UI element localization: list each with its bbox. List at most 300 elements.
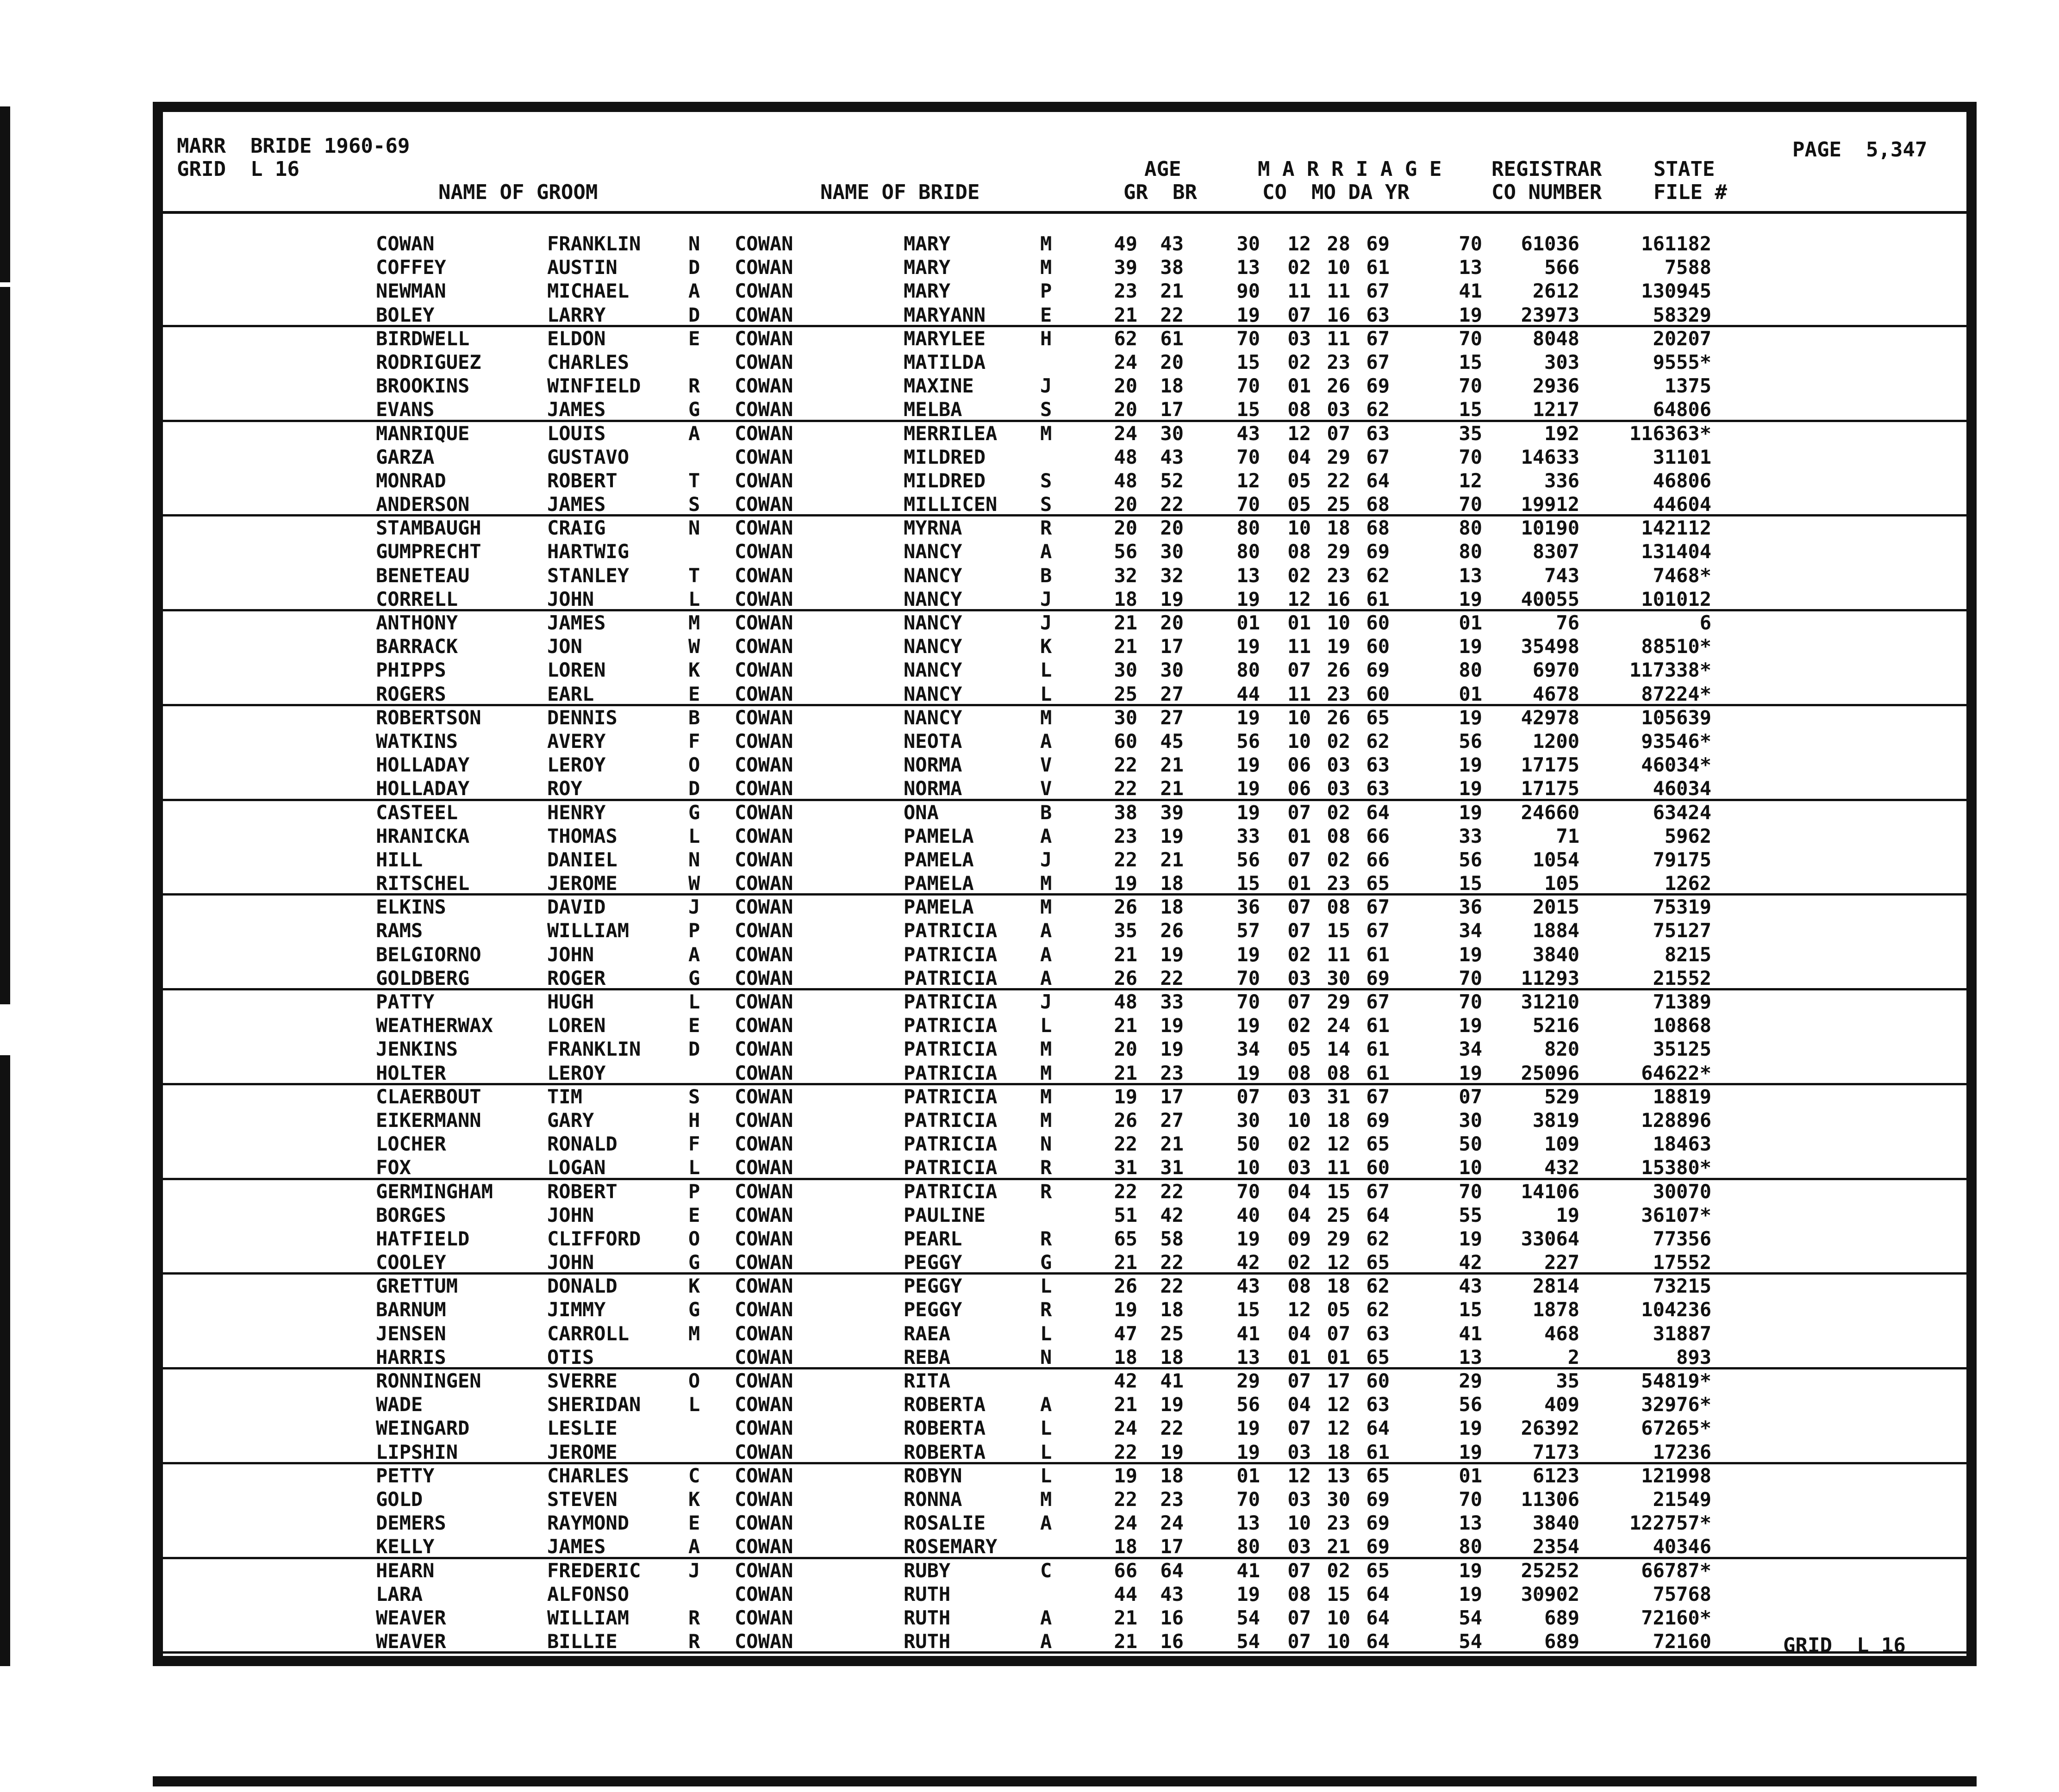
state-file-number: 88510* [1641,635,1711,658]
groom-last-name: PETTY [376,1464,435,1487]
groom-last-name: RODRIGUEZ [376,350,481,373]
registrar-number: 19912 [1521,493,1579,516]
bride-last-name: COWAN [735,1630,793,1653]
groom-initial: N [688,516,700,540]
age-groom: 48 [1114,469,1137,492]
marriage-day: 23 [1327,564,1350,587]
bride-last-name: COWAN [735,801,793,824]
marriage-county: 19 [1236,943,1260,966]
marriage-county: 70 [1236,966,1260,989]
marriage-month: 04 [1287,1393,1311,1416]
registrar-number: 432 [1544,1156,1579,1179]
bride-first-name: NANCY [904,659,962,682]
marriage-day: 11 [1327,280,1350,303]
age-bride: 31 [1160,1156,1184,1179]
marriage-year: 61 [1366,1038,1390,1061]
bride-initial: B [1040,801,1052,824]
groom-initial: P [688,919,700,942]
marriage-year: 60 [1366,635,1390,658]
groom-first-name: CHARLES [547,350,630,373]
bride-first-name: ONA [904,801,939,824]
groom-first-name: FRANKLIN [547,232,641,255]
bride-initial: S [1040,398,1052,421]
marriage-day: 16 [1327,303,1350,326]
age-bride: 18 [1160,1345,1184,1369]
bride-initial: G [1040,1251,1052,1274]
marriage-month: 06 [1287,777,1311,800]
groom-initial: G [688,1298,700,1321]
groom-initial: R [688,374,700,398]
bride-last-name: COWAN [735,1061,793,1084]
marriage-month: 10 [1287,729,1311,753]
bride-initial: M [1040,1038,1052,1061]
groom-last-name: WATKINS [376,729,458,753]
registrar-number: 11293 [1521,966,1579,989]
table-row [163,872,1966,896]
bride-last-name: COWAN [735,896,793,919]
next-page-edge [153,1776,1977,1786]
bride-first-name: MARY [904,280,951,303]
age-bride: 20 [1160,350,1184,373]
marriage-year: 64 [1366,801,1390,824]
registrar-county: 13 [1459,1345,1482,1369]
age-groom: 56 [1114,540,1137,563]
bride-first-name: PATRICIA [904,1085,998,1108]
groom-initial: M [688,611,700,634]
bride-initial: J [1040,587,1052,610]
marriage-month: 02 [1287,1014,1311,1037]
age-bride: 20 [1160,611,1184,634]
groom-last-name: BROOKINS [376,374,470,398]
marriage-day: 05 [1327,1298,1350,1321]
marriage-month: 04 [1287,445,1311,468]
state-file-number: 77356 [1653,1227,1711,1250]
marriage-year: 65 [1366,706,1390,729]
groom-initial: D [688,303,700,326]
age-bride: 32 [1160,564,1184,587]
marriage-day: 01 [1327,1345,1350,1369]
marriage-month: 05 [1287,493,1311,516]
table-row [163,1488,1966,1512]
groom-last-name: BARNUM [376,1298,446,1321]
groom-initial: G [688,398,700,421]
marriage-county: 13 [1236,1345,1260,1369]
age-groom: 38 [1114,801,1137,824]
marriage-day: 12 [1327,1417,1350,1440]
marriage-year: 65 [1366,1345,1390,1369]
groom-initial: O [688,1227,700,1250]
registrar-county: 80 [1459,540,1482,563]
groom-initial: N [688,848,700,871]
table-row [163,611,1966,635]
col-age-sub: GR BR [1123,180,1197,204]
registrar-county: 10 [1459,1156,1482,1179]
registrar-number: 10190 [1521,516,1579,540]
groom-first-name: MICHAEL [547,280,630,303]
table-row [163,232,1966,256]
age-bride: 22 [1160,493,1184,516]
bride-last-name: COWAN [735,564,793,587]
registrar-county: 54 [1459,1630,1482,1653]
marriage-month: 08 [1287,1061,1311,1084]
bride-initial: J [1040,990,1052,1013]
marriage-year: 64 [1366,469,1390,492]
groom-last-name: BORGES [376,1203,446,1226]
marriage-month: 08 [1287,1582,1311,1605]
bride-last-name: COWAN [735,848,793,871]
marriage-county: 80 [1236,516,1260,540]
bride-initial: J [1040,611,1052,634]
groom-last-name: GOLD [376,1487,423,1511]
age-bride: 17 [1160,635,1184,658]
state-file-number: 75319 [1653,896,1711,919]
registrar-county: 30 [1459,1108,1482,1132]
bride-first-name: MYRNA [904,516,962,540]
bride-initial: R [1040,1298,1052,1321]
groom-initial: L [688,1393,700,1416]
groom-last-name: ELKINS [376,896,446,919]
bride-last-name: COWAN [735,966,793,989]
groom-first-name: EARL [547,682,594,705]
marriage-month: 04 [1287,1322,1311,1345]
state-file-number: 7468* [1653,564,1711,587]
registrar-number: 3819 [1532,1108,1579,1132]
marriage-year: 62 [1366,1298,1390,1321]
bride-last-name: COWAN [735,919,793,942]
marriage-day: 29 [1327,1227,1350,1250]
marriage-month: 07 [1287,1417,1311,1440]
registrar-county: 15 [1459,872,1482,895]
registrar-number: 6970 [1532,659,1579,682]
bride-initial: A [1040,1630,1052,1653]
groom-first-name: AUSTIN [547,256,618,279]
bride-last-name: COWAN [735,1251,793,1274]
bride-initial: K [1040,635,1052,658]
registrar-number: 24660 [1521,801,1579,824]
bride-first-name: PATRICIA [904,1108,998,1132]
groom-last-name: HEARN [376,1559,435,1582]
marriage-year: 60 [1366,1369,1390,1392]
bride-first-name: PATRICIA [904,990,998,1013]
age-bride: 20 [1160,516,1184,540]
table-row [163,730,1966,753]
marriage-month: 10 [1287,516,1311,540]
age-bride: 41 [1160,1369,1184,1392]
age-bride: 19 [1160,943,1184,966]
state-file-number: 10868 [1653,1014,1711,1037]
bride-last-name: COWAN [735,1038,793,1061]
table-row [163,1393,1966,1417]
marriage-year: 60 [1366,611,1390,634]
age-groom: 26 [1114,1275,1137,1298]
bride-first-name: NANCY [904,564,962,587]
marriage-month: 05 [1287,469,1311,492]
registrar-number: 17175 [1521,753,1579,777]
table-row [163,1464,1966,1488]
groom-initial: K [688,1275,700,1298]
age-bride: 21 [1160,848,1184,871]
table-row [163,967,1966,990]
age-bride: 22 [1160,1180,1184,1203]
table-row [163,1346,1966,1369]
groom-first-name: HENRY [547,801,606,824]
age-bride: 38 [1160,256,1184,279]
groom-last-name: LIPSHIN [376,1440,458,1463]
table-row [163,825,1966,848]
bride-first-name: RUBY [904,1559,951,1582]
table-row [163,564,1966,588]
age-groom: 19 [1114,1085,1137,1108]
marriage-month: 03 [1287,1487,1311,1511]
header-rule [163,211,1966,214]
col-state-header: STATE [1653,157,1715,181]
table-row [163,896,1966,919]
marriage-year: 68 [1366,493,1390,516]
marriage-year: 65 [1366,1464,1390,1487]
marriage-year: 67 [1366,919,1390,942]
marriage-day: 08 [1327,824,1350,847]
registrar-number: 2936 [1532,374,1579,398]
age-bride: 30 [1160,540,1184,563]
state-file-number: 79175 [1653,848,1711,871]
groom-last-name: HRANICKA [376,824,470,847]
marriage-county: 19 [1236,1227,1260,1250]
registrar-county: 01 [1459,611,1482,634]
bride-last-name: COWAN [735,1108,793,1132]
marriage-day: 11 [1327,327,1350,350]
marriage-day: 13 [1327,1464,1350,1487]
bride-last-name: COWAN [735,1203,793,1226]
groom-last-name: PHIPPS [376,659,446,682]
table-row [163,943,1966,967]
groom-last-name: BELGIORNO [376,943,481,966]
groom-first-name: JEROME [547,1440,618,1463]
age-groom: 26 [1114,1108,1137,1132]
bride-last-name: COWAN [735,540,793,563]
groom-initial: W [688,635,700,658]
groom-first-name: LOREN [547,1014,606,1037]
bride-first-name: RAEA [904,1322,951,1345]
state-file-number: 893 [1676,1345,1711,1369]
marriage-month: 10 [1287,1512,1311,1535]
age-groom: 22 [1114,1180,1137,1203]
groom-last-name: GUMPRECHT [376,540,481,563]
bride-first-name: PEARL [904,1227,962,1250]
groom-first-name: WILLIAM [547,919,630,942]
state-file-number: 17236 [1653,1440,1711,1463]
state-file-number: 44604 [1653,493,1711,516]
groom-last-name: WEAVER [376,1630,446,1653]
age-groom: 20 [1114,1038,1137,1061]
bride-initial: M [1040,256,1052,279]
registrar-number: 30902 [1521,1582,1579,1605]
groom-first-name: JOHN [547,1203,594,1226]
state-file-number: 64806 [1653,398,1711,421]
marriage-day: 08 [1327,896,1350,919]
state-file-number: 66787* [1641,1559,1711,1582]
marriage-day: 12 [1327,1251,1350,1274]
bride-first-name: ROBERTA [904,1440,986,1463]
groom-last-name: KELLY [376,1535,435,1558]
age-bride: 18 [1160,1464,1184,1487]
groom-last-name: WEATHERWAX [376,1014,493,1037]
bride-initial: J [1040,374,1052,398]
bride-last-name: COWAN [735,1298,793,1321]
table-row [163,1606,1966,1630]
registrar-county: 56 [1459,1393,1482,1416]
marriage-year: 63 [1366,303,1390,326]
marriage-county: 15 [1236,872,1260,895]
registrar-number: 1200 [1532,729,1579,753]
table-row [163,588,1966,611]
groom-last-name: COFFEY [376,256,446,279]
marriage-day: 12 [1327,1132,1350,1156]
bride-first-name: NANCY [904,611,962,634]
marriage-county: 56 [1236,729,1260,753]
registrar-number: 26392 [1521,1417,1579,1440]
groom-initial: R [688,1630,700,1653]
marriage-year: 69 [1366,374,1390,398]
age-bride: 22 [1160,303,1184,326]
age-bride: 18 [1160,872,1184,895]
table-row [163,374,1966,398]
bride-last-name: COWAN [735,303,793,326]
bride-last-name: COWAN [735,516,793,540]
bride-initial: S [1040,469,1052,492]
age-groom: 19 [1114,1464,1137,1487]
groom-initial: A [688,1535,700,1558]
marriage-county: 41 [1236,1322,1260,1345]
age-groom: 19 [1114,1298,1137,1321]
groom-first-name: BILLIE [547,1630,618,1653]
groom-first-name: CHARLES [547,1464,630,1487]
registrar-number: 192 [1544,422,1579,445]
bride-first-name: NORMA [904,753,962,777]
groom-first-name: JAMES [547,398,606,421]
bride-first-name: RONNA [904,1487,962,1511]
marriage-month: 10 [1287,1108,1311,1132]
marriage-day: 15 [1327,1582,1350,1605]
age-bride: 30 [1160,659,1184,682]
registrar-number: 33064 [1521,1227,1579,1250]
marriage-month: 07 [1287,1630,1311,1653]
groom-first-name: STANLEY [547,564,630,587]
age-groom: 22 [1114,1440,1137,1463]
marriage-day: 22 [1327,469,1350,492]
bride-initial: P [1040,280,1052,303]
registrar-number: 2354 [1532,1535,1579,1558]
bride-first-name: PATRICIA [904,966,998,989]
marriage-month: 12 [1287,232,1311,255]
registrar-number: 109 [1544,1132,1579,1156]
groom-initial: D [688,777,700,800]
groom-first-name: DENNIS [547,706,618,729]
marriage-month: 12 [1287,422,1311,445]
bride-last-name: COWAN [735,398,793,421]
bride-last-name: COWAN [735,445,793,468]
groom-last-name: GARZA [376,445,435,468]
registrar-county: 43 [1459,1275,1482,1298]
marriage-year: 61 [1366,1440,1390,1463]
bride-first-name: RUTH [904,1630,951,1653]
age-bride: 19 [1160,1440,1184,1463]
registrar-number: 40055 [1521,587,1579,610]
registrar-county: 15 [1459,398,1482,421]
bride-initial: M [1040,872,1052,895]
groom-first-name: THOMAS [547,824,618,847]
bride-first-name: MELBA [904,398,962,421]
marriage-month: 04 [1287,1180,1311,1203]
marriage-day: 19 [1327,635,1350,658]
registrar-number: 6123 [1532,1464,1579,1487]
marriage-county: 44 [1236,682,1260,705]
groom-initial: T [688,469,700,492]
registrar-county: 19 [1459,1227,1482,1250]
groom-initial: O [688,1369,700,1392]
col-marriage-sub: CO MO DA YR [1262,180,1410,204]
marriage-day: 12 [1327,1393,1350,1416]
groom-last-name: BENETEAU [376,564,470,587]
marriage-year: 67 [1366,1085,1390,1108]
age-bride: 16 [1160,1630,1184,1653]
table-row [163,398,1966,422]
marriage-year: 64 [1366,1417,1390,1440]
marriage-county: 33 [1236,824,1260,847]
bride-initial: R [1040,516,1052,540]
registrar-county: 42 [1459,1251,1482,1274]
bride-last-name: COWAN [735,1180,793,1203]
bride-initial: C [1040,1559,1052,1582]
bride-first-name: MILDRED [904,445,986,468]
state-file-number: 18819 [1653,1085,1711,1108]
registrar-number: 14633 [1521,445,1579,468]
age-groom: 24 [1114,1512,1137,1535]
bride-initial: L [1040,1014,1052,1037]
bride-first-name: PAULINE [904,1203,986,1226]
bride-last-name: COWAN [735,1535,793,1558]
age-bride: 64 [1160,1559,1184,1582]
bride-first-name: RUTH [904,1606,951,1629]
bride-first-name: MARY [904,232,951,255]
bride-initial: A [1040,919,1052,942]
groom-last-name: EIKERMANN [376,1108,481,1132]
marriage-month: 01 [1287,872,1311,895]
state-file-number: 101012 [1641,587,1711,610]
age-groom: 22 [1114,1487,1137,1511]
state-file-number: 67265* [1641,1417,1711,1440]
marriage-year: 69 [1366,540,1390,563]
marriage-year: 69 [1366,1108,1390,1132]
marriage-month: 02 [1287,1132,1311,1156]
groom-last-name: MONRAD [376,469,446,492]
marriage-year: 69 [1366,1487,1390,1511]
registrar-county: 34 [1459,919,1482,942]
state-file-number: 63424 [1653,801,1711,824]
table-row [163,493,1966,516]
state-file-number: 73215 [1653,1275,1711,1298]
grid-label: GRID L 16 [177,157,299,181]
marriage-county: 15 [1236,350,1260,373]
groom-last-name: PATTY [376,990,435,1013]
bride-initial: H [1040,327,1052,350]
table-row [163,1038,1966,1061]
registrar-county: 34 [1459,1038,1482,1061]
marriage-year: 69 [1366,1535,1390,1558]
bride-first-name: PEGGY [904,1298,962,1321]
bride-first-name: NANCY [904,635,962,658]
registrar-number: 303 [1544,350,1579,373]
registrar-number: 25252 [1521,1559,1579,1582]
